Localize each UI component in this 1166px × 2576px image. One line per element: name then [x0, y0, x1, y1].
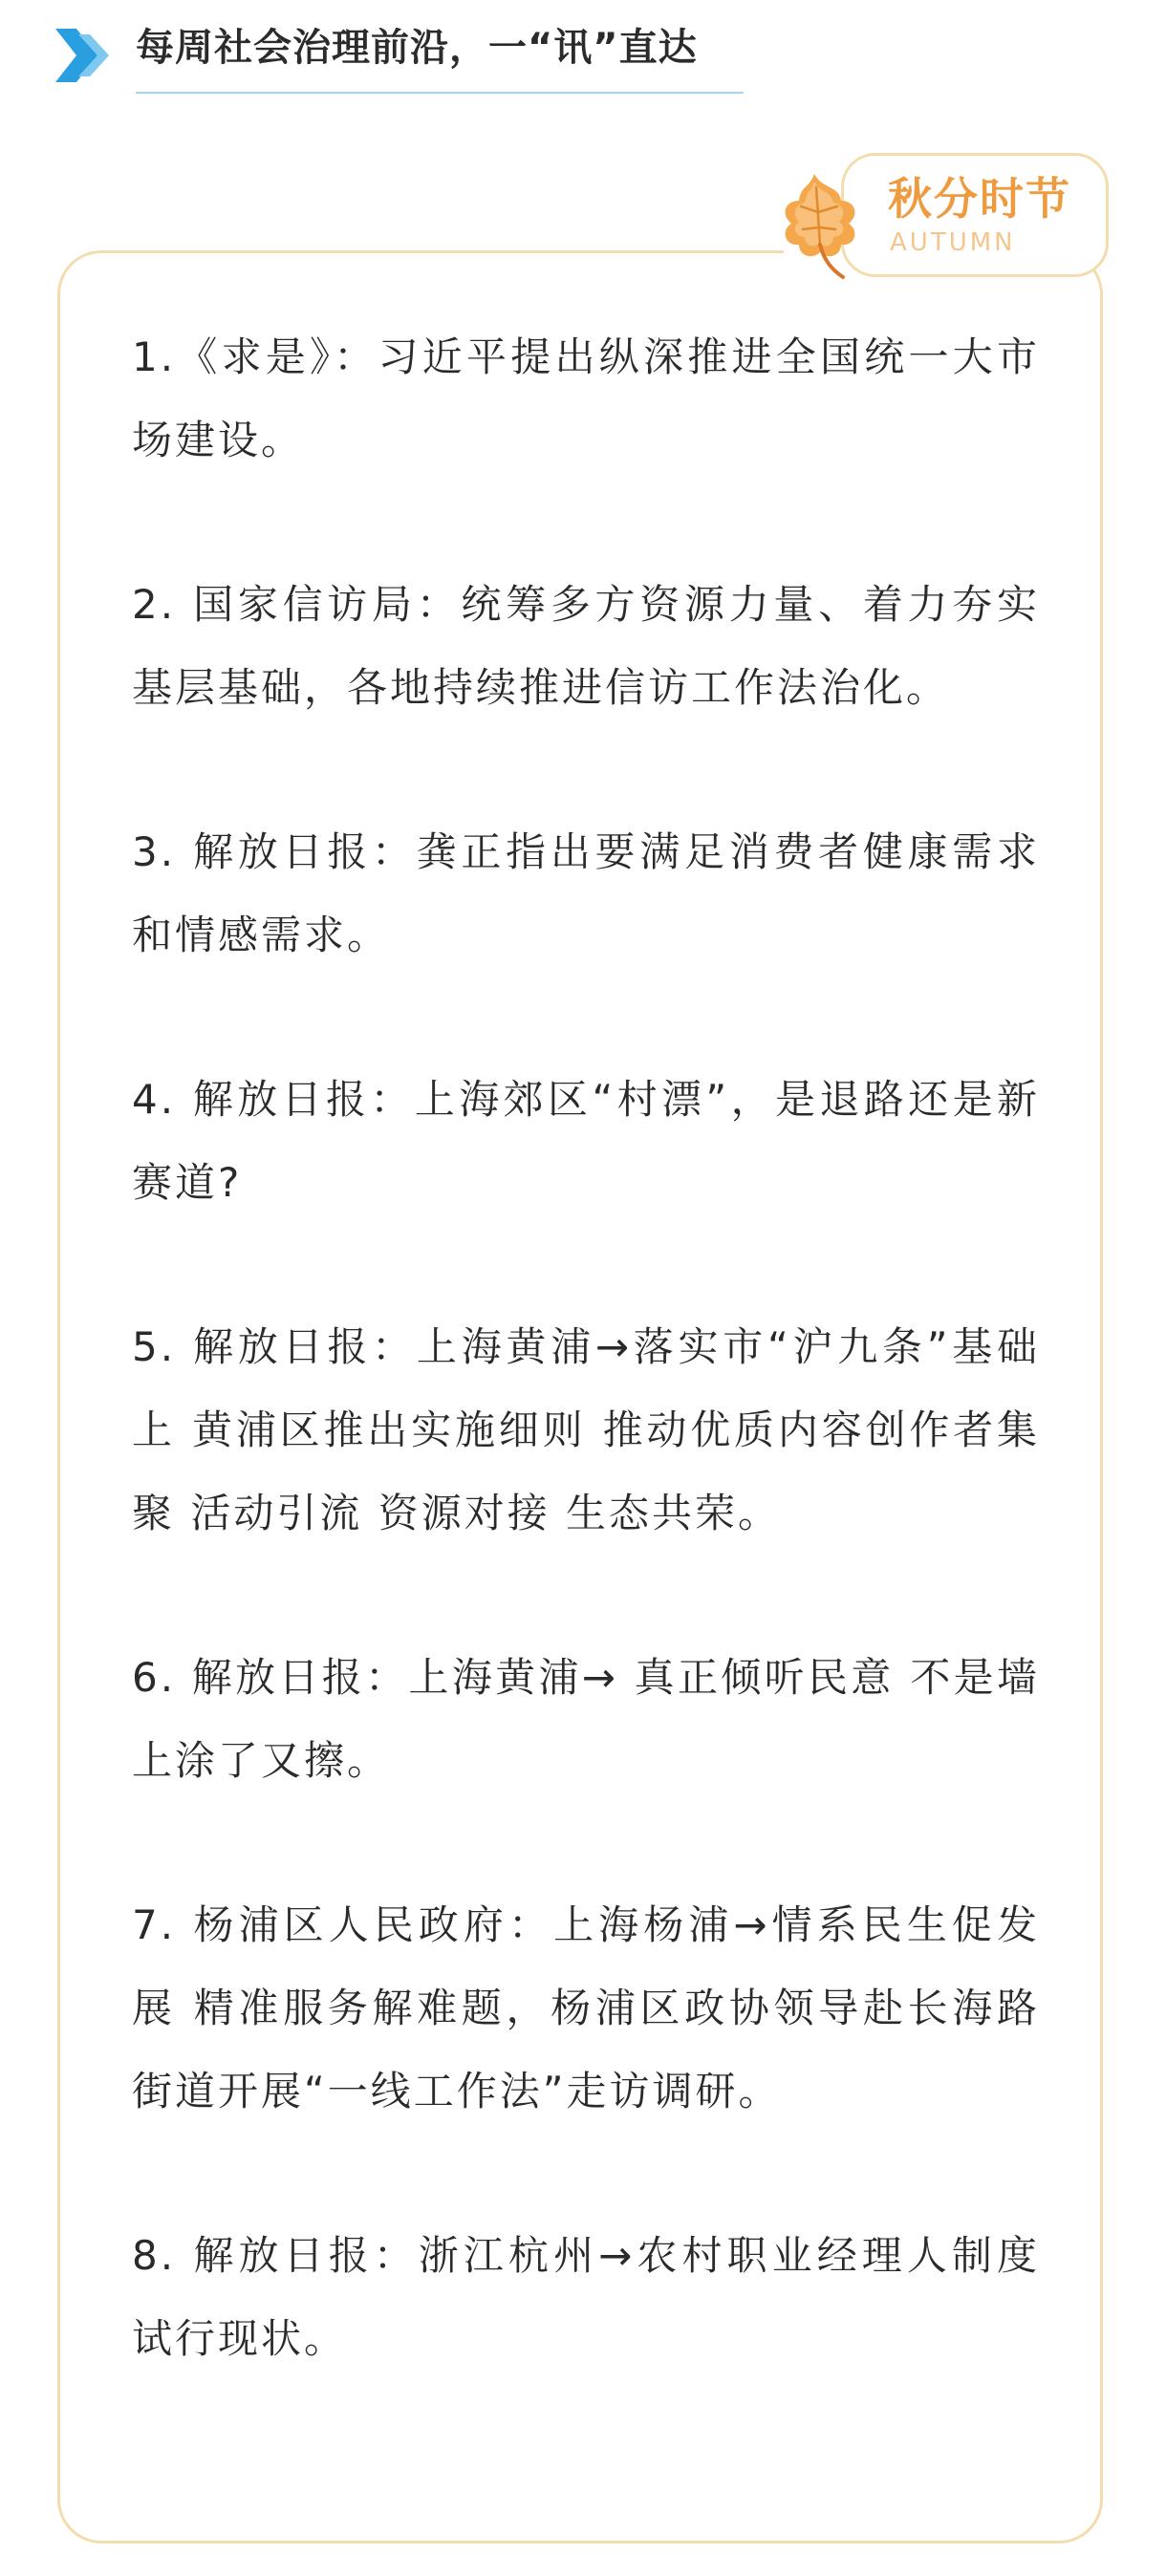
double-chevron-right-icon	[55, 25, 113, 86]
news-item: 6. 解放日报：上海黄浦→ 真正倾听民意 不是墙上涂了又擦。	[132, 1654, 1040, 1784]
season-badge	[841, 153, 1109, 277]
badge-title: 秋分时节	[888, 173, 1071, 225]
maple-leaf-icon	[772, 168, 864, 283]
news-item: 5. 解放日报：上海黄浦→落实市“沪九条”基础上 黄浦区推出实施细则 推动优质内容创作者集聚 活动引流 资源对接 生态共荣。	[132, 1323, 1040, 1536]
news-item: 8. 解放日报：浙江杭州→农村职业经理人制度试行现状。	[132, 2232, 1040, 2362]
news-item: 3. 解放日报：龚正指出要满足消费者健康需求和情感需求。	[132, 828, 1040, 958]
news-item: 7. 杨浦区人民政府：上海杨浦→情系民生促发展 精准服务解难题，杨浦区政协领导赴长海路街道开展“一线工作法”走访调研。	[132, 1901, 1040, 2114]
header-underline	[136, 92, 744, 94]
news-item: 1.《求是》：习近平提出纵深推进全国统一大市场建设。	[132, 333, 1040, 463]
header-title: 每周社会治理前沿，一“讯”直达	[136, 26, 698, 70]
badge-subtitle: AUTUMN	[890, 228, 1016, 257]
section-header	[55, 17, 744, 96]
news-item: 4. 解放日报：上海郊区“村漂”，是退路还是新赛道?	[132, 1076, 1040, 1206]
news-list	[132, 315, 1040, 2461]
news-item: 2. 国家信访局：统筹多方资源力量、着力夯实基层基础，各地持续推进信访工作法治化。	[132, 581, 1040, 711]
